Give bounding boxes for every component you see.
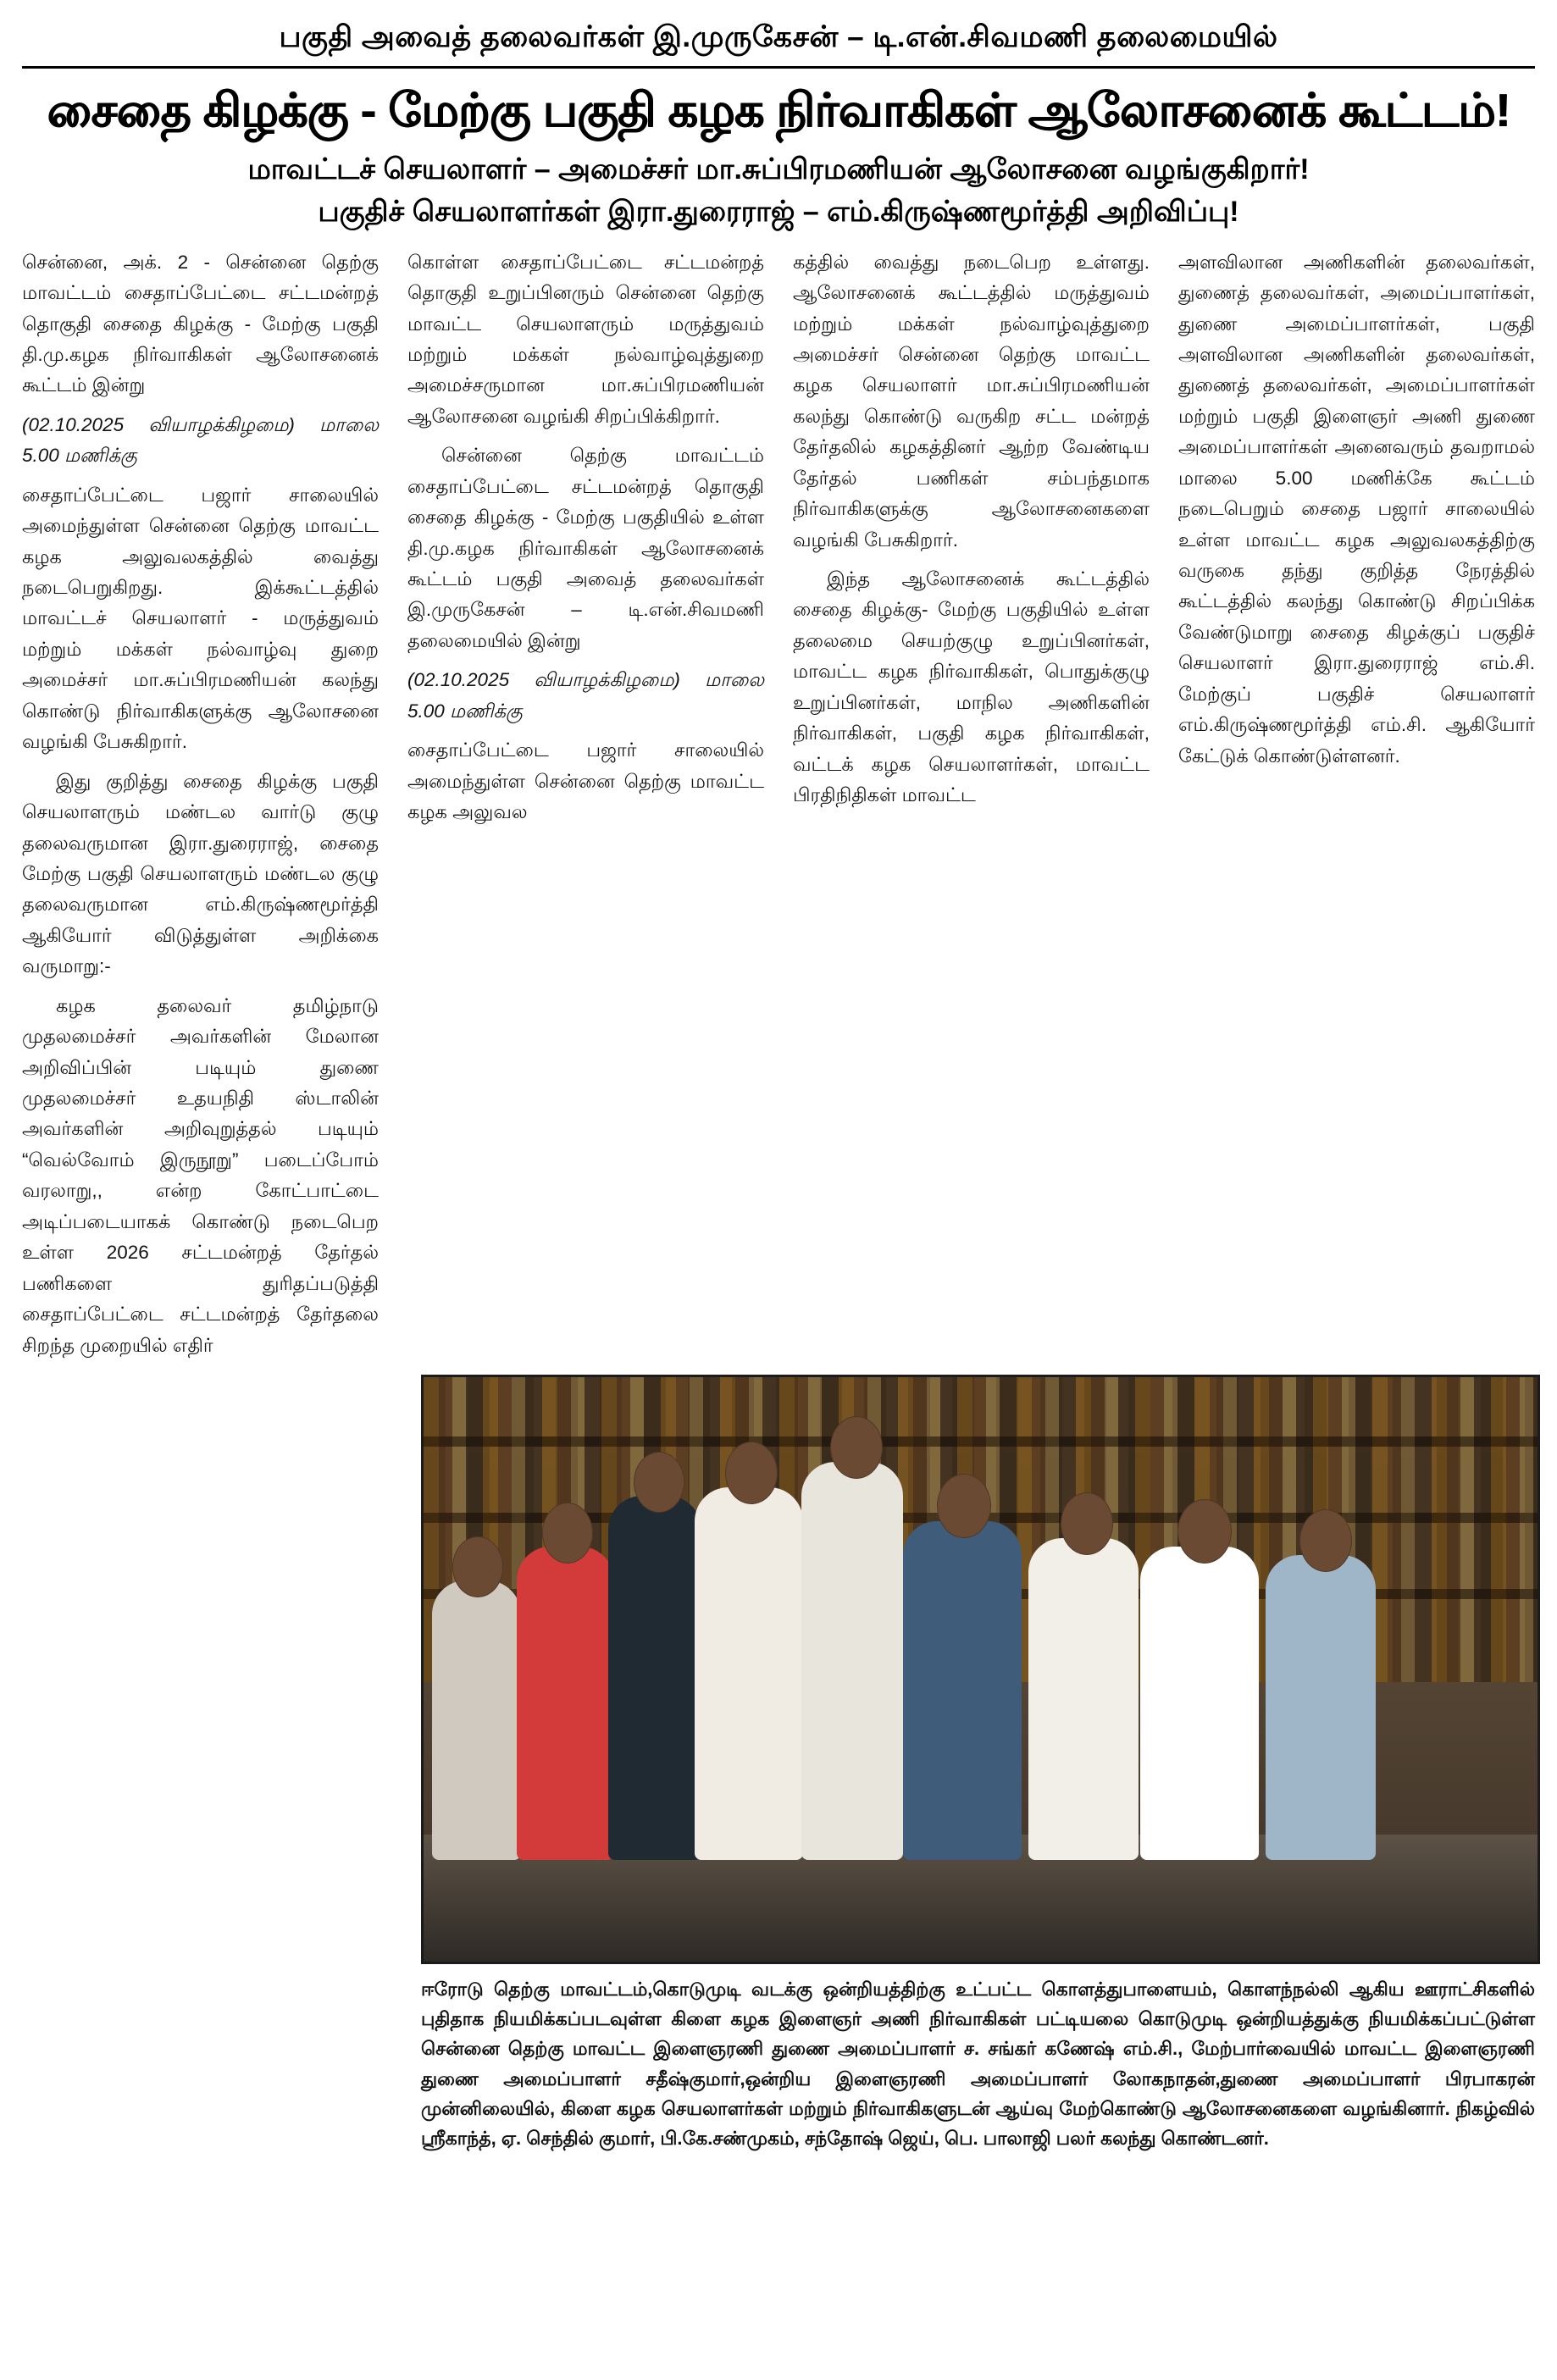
meeting-photograph: [421, 1375, 1540, 1964]
person-head: [725, 1442, 778, 1504]
paragraph: இது குறித்து சைதை கிழக்கு பகுதி செயலாளரும் மண்டல வார்டு குழு தலைவருமான இரா.துரைராஜ், சைதை மேற்கு பகுதி செயலாளரும் மண்டல குழு தலைவருமான எம்.கிருஷ்ணமூர்த்தி ஆகியோர் விடுத்துள்ள அறிக்கை வருமாறு:-: [22, 770, 379, 977]
person-head: [452, 1536, 503, 1597]
person: [432, 1580, 521, 1860]
article-column-4: [1178, 247, 1535, 780]
article-column-2: [407, 247, 764, 837]
header-divider: [22, 66, 1535, 69]
person: [1266, 1555, 1376, 1860]
paragraph: அளவிலான அணிகளின் தலைவர்கள், துணைத் தலைவர்கள், அமைப்பாளர்கள், துணை அமைப்பாளர்கள், பகுதி அளவிலான அணிகளின் தலைவர்கள், துணைத் தலைவர்கள், அமைப்பாளர்கள் மற்றும் பகுதி இளைஞர் அணி துணை அமைப்பாளர்கள் அனைவரும் தவறாமல் மாலை 5.00 மணிக்கே கூட்டம் நடைபெறும் சைதை பஜார் சாலையில் உள்ள மாவட்ட கழக அலுவலகத்திற்கு வருகை தந்து குறித்த நேரத்தில் கூட்டத்தில் கலந்து கொண்டு சிறப்பிக்க வேண்டுமாறு சைதை கிழக்குப் பகுதிச் செயலாளர் இரா.துரைராஜ் எம்.சி. மேற்குப் பகுதிச் செயலாளர் எம்.கிருஷ்ணமூர்த்தி எம்.சி. ஆகியோர் கேட்டுக் கொண்டுள்ளனர்.: [1178, 251, 1535, 767]
paragraph: கொள்ள சைதாப்பேட்டை சட்டமன்றத் தொகுதி உறுப்பினரும் சென்னை தெற்கு மாவட்ட செயலாளரும் மருத்துவம் மற்றும் மக்கள் நல்வாழ்வுத்துறை அமைச்சருமான மா.சுப்பிரமணியன் ஆலோசனை வழங்கி சிறப்பிக்கிறார்.: [407, 251, 764, 427]
photo-caption: ஈரோடு தெற்கு மாவட்டம்,கொடுமுடி வடக்கு ஒன்றியத்திற்கு உட்பட்ட கொளத்துபாளையம், கொளந்நல்லி ஆகிய ஊராட்சிகளில் புதிதாக நியமிக்கப்படவுள்ள கிளை கழக இளைஞர் அணி நிர்வாகிகள் பட்டியலை கொடுமுடி ஒன்றியத்துக்கு நியமிக்கப்பட்டுள்ள சென்னை தெற்கு மாவட்ட இளைஞரணி துணை அமைப்பாளர் ச. சங்கர் கணேஷ் எம்.சி., மேற்பார்வையில் மாவட்ட இளைஞரணி துணை அமைப்பாளர் சதீஷ்குமார்,ஒன்றிய இளைஞரணி அமைப்பாளர் லோகநாதன்,துணை அமைப்பாளர் பிரபாகரன் முன்னிலையில், கிளை கழக செயலாளர்கள் மற்றும் நிர்வாகிகளுடன் ஆய்வு மேற்கொண்டு ஆலோசனைகளை வழங்கினார். நிகழ்வில் ஸ்ரீகாந்த், ஏ. செந்தில் குமார், பி.கே.சண்முகம், சந்தோஷ் ஜெய், பெ. பாலாஜி பலர் கலந்து கொண்டனர்.: [421, 1978, 1536, 2149]
person: [517, 1547, 614, 1860]
person-head: [542, 1503, 593, 1564]
subheadline-2: பகுதிச் செயலாளர்கள் இரா.துரைராஜ் – எம்.கிருஷ்ணமூர்த்தி அறிவிப்பு!: [318, 195, 1239, 228]
paragraph: சைதாப்பேட்டை பஜார் சாலையில் அமைந்துள்ள சென்னை தெற்கு மாவட்ட கழக அலுவலகத்தில் வைத்து நடைபெறுகிறது. இக்கூட்டத்தில் மாவட்டச் செயலாளர் - மருத்துவம் மற்றும் மக்கள் நல்வாழ்வு துறை அமைச்சர் மா.சுப்பிரமணியன் கலந்து கொண்டு நிர்வாகிகளுக்கு ஆலோசனை வழங்கி பேசுகிறார்.: [22, 484, 379, 753]
person-head: [634, 1452, 684, 1513]
person: [608, 1496, 701, 1860]
person: [1028, 1538, 1139, 1860]
paragraph: கழக தலைவர் தமிழ்நாடு முதலமைச்சர் அவர்களின் மேலான அறிவிப்பின் படியும் துணை முதலமைச்சர் உதயநிதி ஸ்டாலின் அவர்களின் அறிவுறுத்தல் படியும் “வெல்வோம் இருநூறு” படைப்போம் வரலாறு,, என்ற கோட்பாட்டை அடிப்படையாகக் கொண்டு நடைபெற உள்ள 2026 சட்டமன்றத் தேர்தல் பணிகளை துரிதப்படுத்தி சைதாப்பேட்டை சட்டமன்றத் தேர்தலை சிறந்த முறையில் எதிர்: [22, 994, 379, 1356]
person: [695, 1487, 803, 1860]
paragraph: (02.10.2025 வியாழக்கிழமை) மாலை 5.00 மணிக்கு: [407, 669, 764, 722]
article-column-1: [22, 247, 379, 1370]
article-columns: [22, 247, 1535, 2153]
paragraph: (02.10.2025 வியாழக்கிழமை) மாலை 5.00 மணிக்கு: [22, 413, 379, 467]
column-tail-spacer: [22, 1375, 392, 2153]
person-head: [937, 1474, 991, 1538]
paragraph: சென்னை தெற்கு மாவட்டம் சைதாப்பேட்டை சட்டமன்றத் தொகுதி சைதை கிழக்கு - மேற்கு பகுதியில் உள்ள தி.மு.கழக நிர்வாகிகள் ஆலோசனைக் கூட்டம் பகுதி அவைத் தலைவர்கள் இ.முருகேசன் – டி.என்.சிவமணி தலைமையில் இன்று: [407, 445, 764, 651]
kicker-line: பகுதி அவைத் தலைவர்கள் இ.முருகேசன் – டி.என்.சிவமணி தலைமையில்: [279, 20, 1278, 53]
page-title: சைதை கிழக்கு - மேற்கு பகுதி கழக நிர்வாகிகள் ஆலோசனைக் கூட்டம்!: [47, 83, 1510, 136]
article-column-3: [793, 247, 1150, 820]
paragraph: சென்னை, அக். 2 - சென்னை தெற்கு மாவட்டம் சைதாப்பேட்டை சட்டமன்றத் தொகுதி சைதை கிழக்கு - மேற்கு பகுதி தி.மு.கழக நிர்வாகிகள் ஆலோசனைக் கூட்டம் இன்று: [22, 251, 379, 396]
person-head: [1177, 1499, 1232, 1564]
paragraph: இந்த ஆலோசனைக் கூட்டத்தில் சைதை கிழக்கு- மேற்கு பகுதியில் உள்ள தலைமை செயற்குழு உறுப்பினர்கள், மாவட்ட கழக நிர்வாகிகள், பொதுக்குழு உறுப்பினர்கள், மாநில அணிகளின் நிர்வாகிகள், பகுதி கழக நிர்வாகிகள், வட்டக் கழக செயலாளர்கள், மாவட்ட பிரதிநிதிகள் மாவட்ட: [793, 568, 1150, 806]
person: [801, 1462, 903, 1860]
person: [903, 1521, 1022, 1860]
paragraph: கத்தில் வைத்து நடைபெற உள்ளது. ஆலோசனைக் கூட்டத்தில் மருத்துவம் மற்றும் மக்கள் நல்வாழ்வுத்துறை அமைச்சர் சென்னை தெற்கு மாவட்ட கழக செயலாளர் மா.சுப்பிரமணியன் கலந்து கொண்டு வருகிற சட்ட மன்றத் தேர்தலில் கழகத்தினர் ஆற்ற வேண்டிய தேர்தல் பணிகள் சம்பந்தமாக நிர்வாகிகளுக்கு ஆலோசனைகளை வழங்கி பேசுகிறார்.: [793, 251, 1150, 551]
paragraph: சைதாப்பேட்டை பஜார் சாலையில் அமைந்துள்ள சென்னை தெற்கு மாவட்ட கழக அலுவல: [407, 739, 764, 823]
person: [1140, 1547, 1259, 1860]
person-head: [1061, 1492, 1113, 1555]
photo-block: [22, 1375, 1535, 2153]
subheadline-1: மாவட்டச் செயலாளர் – அமைச்சர் மா.சுப்பிரமணியன் ஆலோசனை வழங்குகிறார்!: [247, 152, 1310, 185]
person-head: [1299, 1509, 1352, 1572]
person-head: [830, 1416, 883, 1479]
